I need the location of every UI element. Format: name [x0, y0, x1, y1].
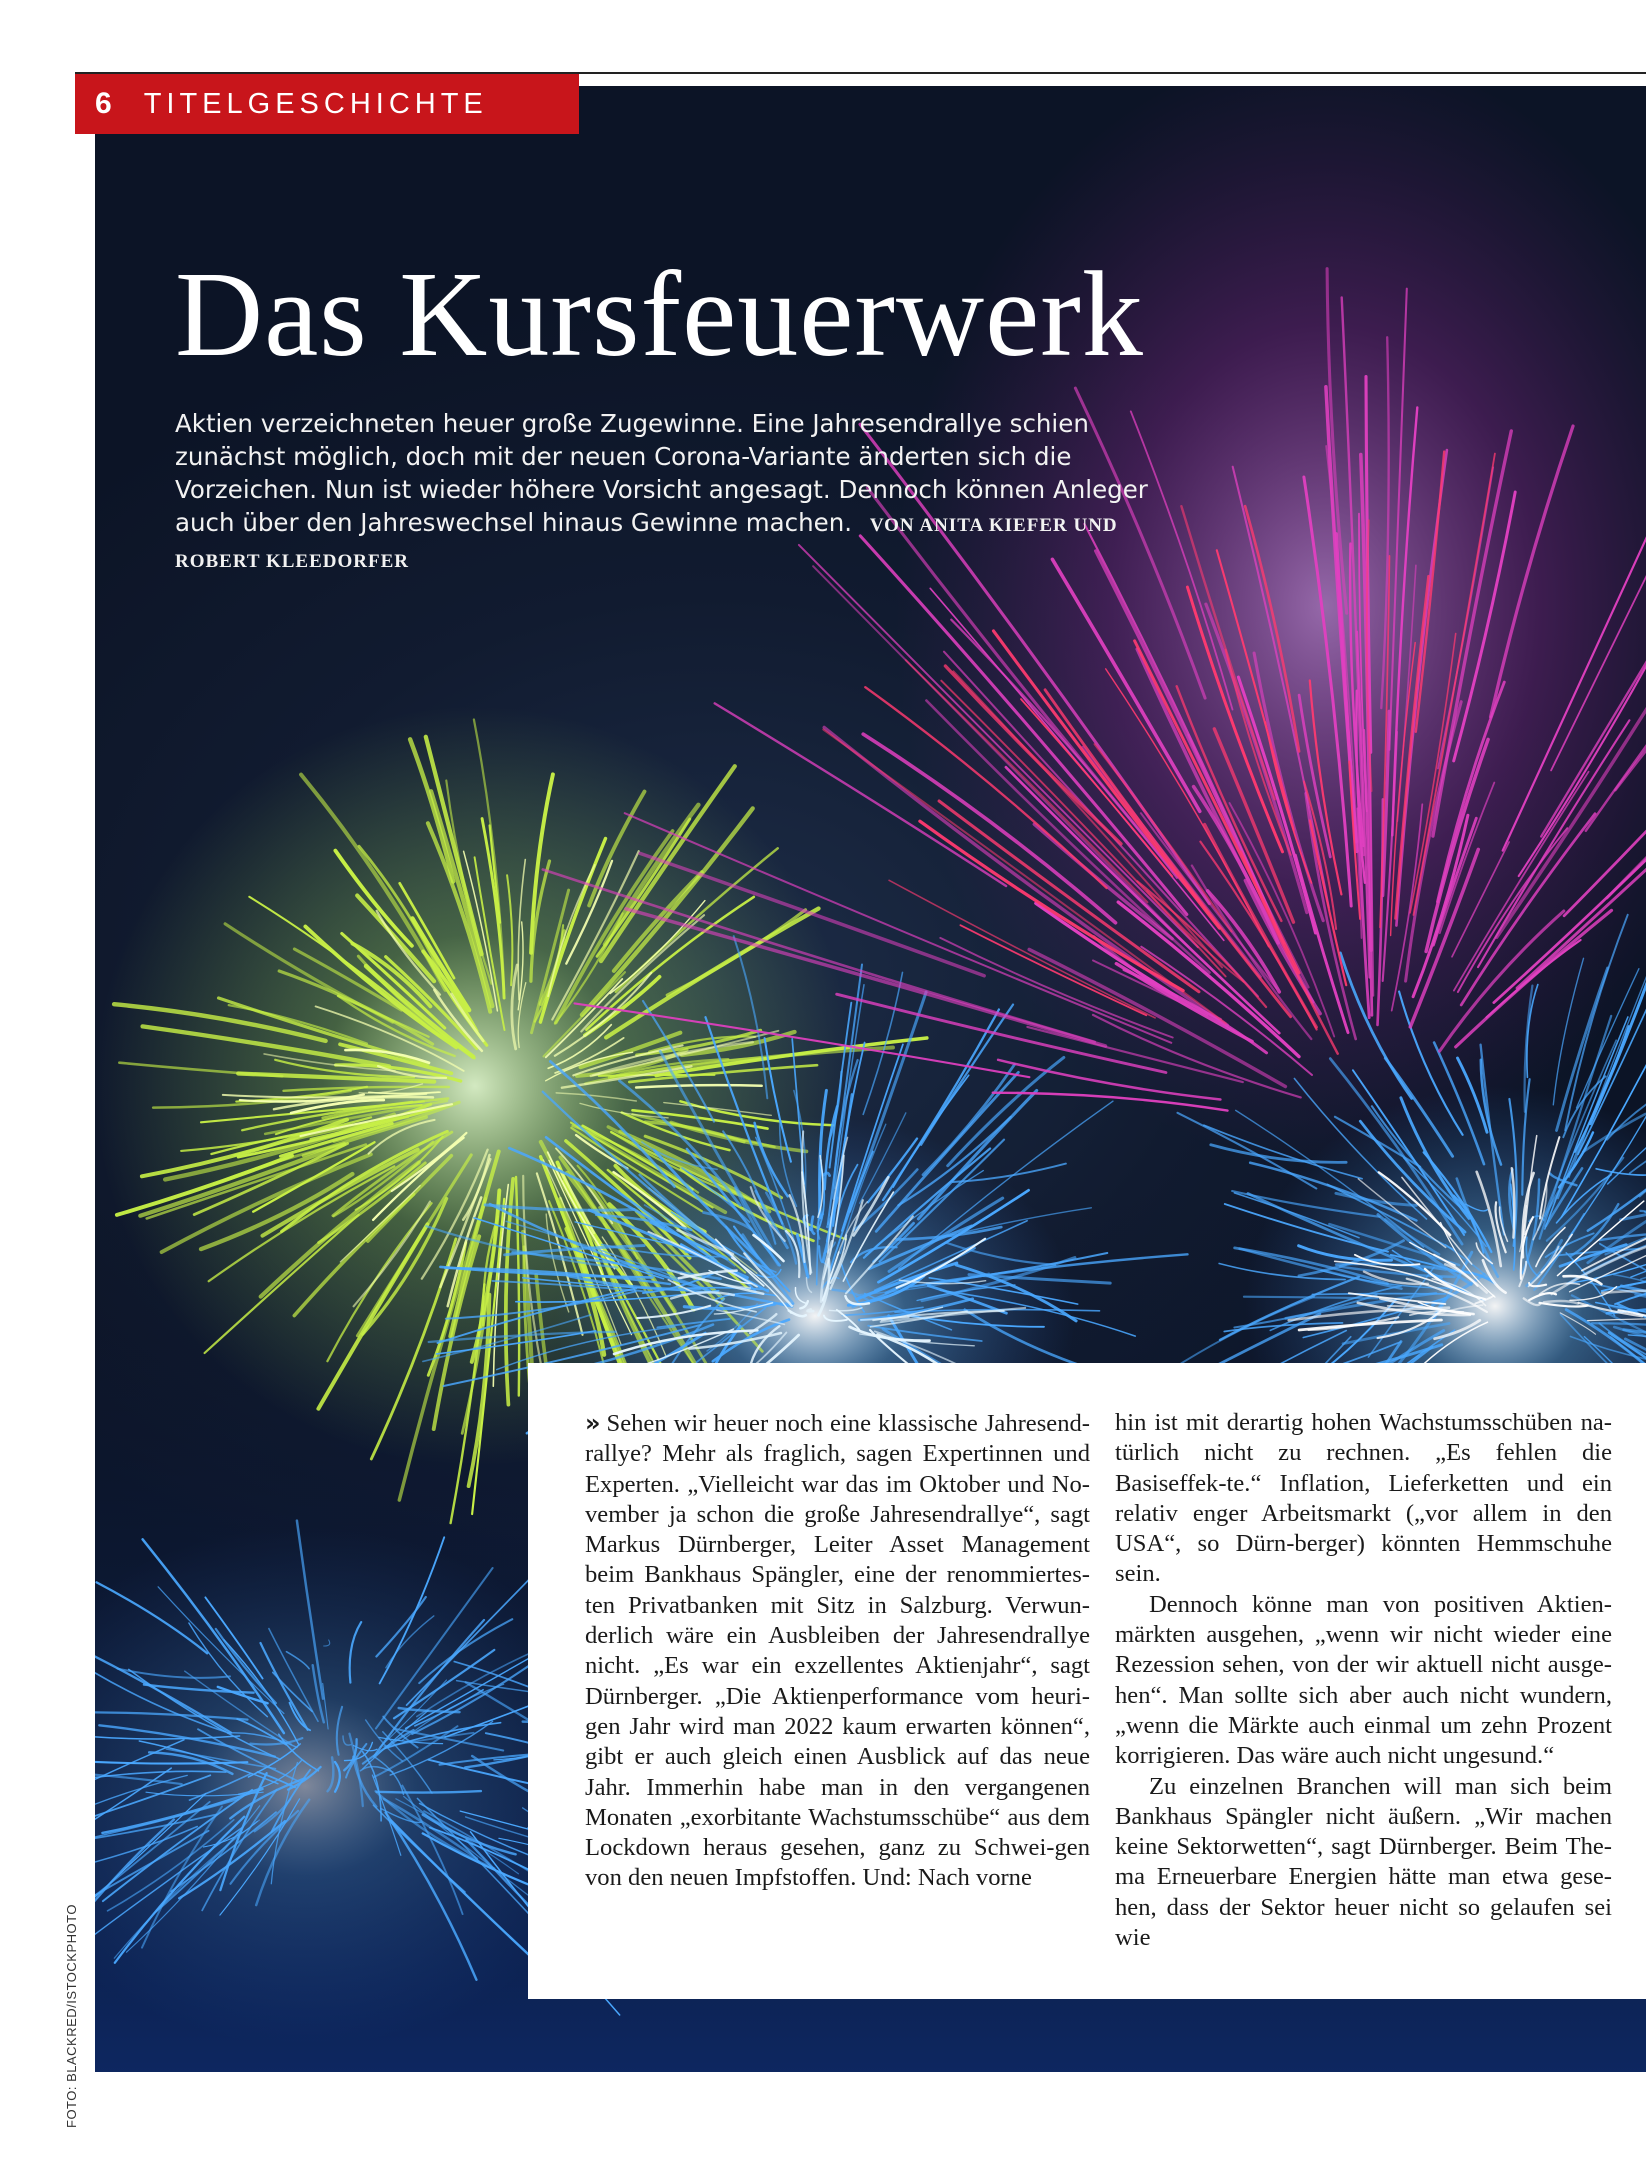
column-2 — [1115, 1408, 1612, 1953]
byline: VON ANITA KIEFER UND ROBERT KLEEDORFER — [175, 515, 1118, 572]
quote-marker-icon: » — [585, 1409, 601, 1437]
paragraph — [585, 1408, 1090, 1894]
lead-paragraph — [175, 407, 1185, 578]
headline: Das Kursfeuerwerk — [175, 247, 1144, 382]
page-number: 6 — [95, 87, 112, 120]
lead-text: Aktien verzeichneten heuer große Zugewinne. Eine Jahresendrallye schien zunächst möglich, doch mit der neuen Corona-Variante änderten sich die Vorzeichen. Nun ist wieder höhere Vorsicht angesagt. Dennoch können Anleger auch über den Jahreswechsel hinaus Gewinne machen. — [175, 409, 1148, 537]
section-tab — [75, 74, 579, 134]
photo-credit: FOTO: BLACKRED/ISTOCKPHOTO — [64, 1904, 79, 2128]
section-label: TITELGESCHICHTE — [143, 87, 488, 120]
paragraph: hin ist mit derartig hohen Wachstumsschüben na-türlich nicht zu rechnen. „Es fehlen die Basiseffek-te.“ Inflation, Lieferketten und ein relativ enger Arbeitsmarkt („vor allem in den USA“, so Dürn-berger) könnten Hemmschuhe sein. — [1115, 1409, 1612, 1588]
paragraph-text: Sehen wir heuer noch eine klassische Jahresend-rallye? Mehr als fraglich, sagen Expertinnen und Experten. „Vielleicht war das im Oktober und No-vember ja schon die große Jahresendrallye“, sagt Markus Dürnberger, Leiter Asset Management beim Bankhaus Spängler, eine der renommiertes-ten Privatbanken mit Sitz in Salzburg. Verwun-derlich wäre ein Ausbleiben der Jahresendrallye nicht. „Es war ein exzellentes Aktienjahr“, sagt Dürnberger. „Die Aktienperformance vom heuri-gen Jahr wird man 2022 kaum erwarten können“, gibt er auch gleich einen Ausblick auf das neue Jahr. Immerhin habe man in den vergangenen Monaten „exorbitante Wachstumsschübe“ aus dem Lockdown heraus gesehen, ganz zu Schwei-gen von den neuen Impfstoffen. Und: Nach vorne — [585, 1410, 1090, 1892]
article-body — [528, 1363, 1646, 1999]
paragraph: Dennoch könne man von positiven Aktien-märkten ausgehen, „wenn wir nicht wieder eine Rezession sehen, von der wir aktuell nicht ausge-hen“. Man sollte sich aber auch nicht wundern, „wenn die Märkte auch einmal um zehn Prozent korrigieren. Das wäre auch nicht ungesund.“ — [1115, 1590, 1612, 1770]
column-1 — [585, 1408, 1090, 1894]
paragraph: Zu einzelnen Branchen will man sich beim Bankhaus Spängler nicht äußern. „Wir machen keine Sektorwetten“, sagt Dürnberger. Beim The-ma Erneuerbare Energien hätte man etwa gese-hen, dass der Sektor heuer nicht so gelaufen sei wie — [1115, 1772, 1612, 1952]
